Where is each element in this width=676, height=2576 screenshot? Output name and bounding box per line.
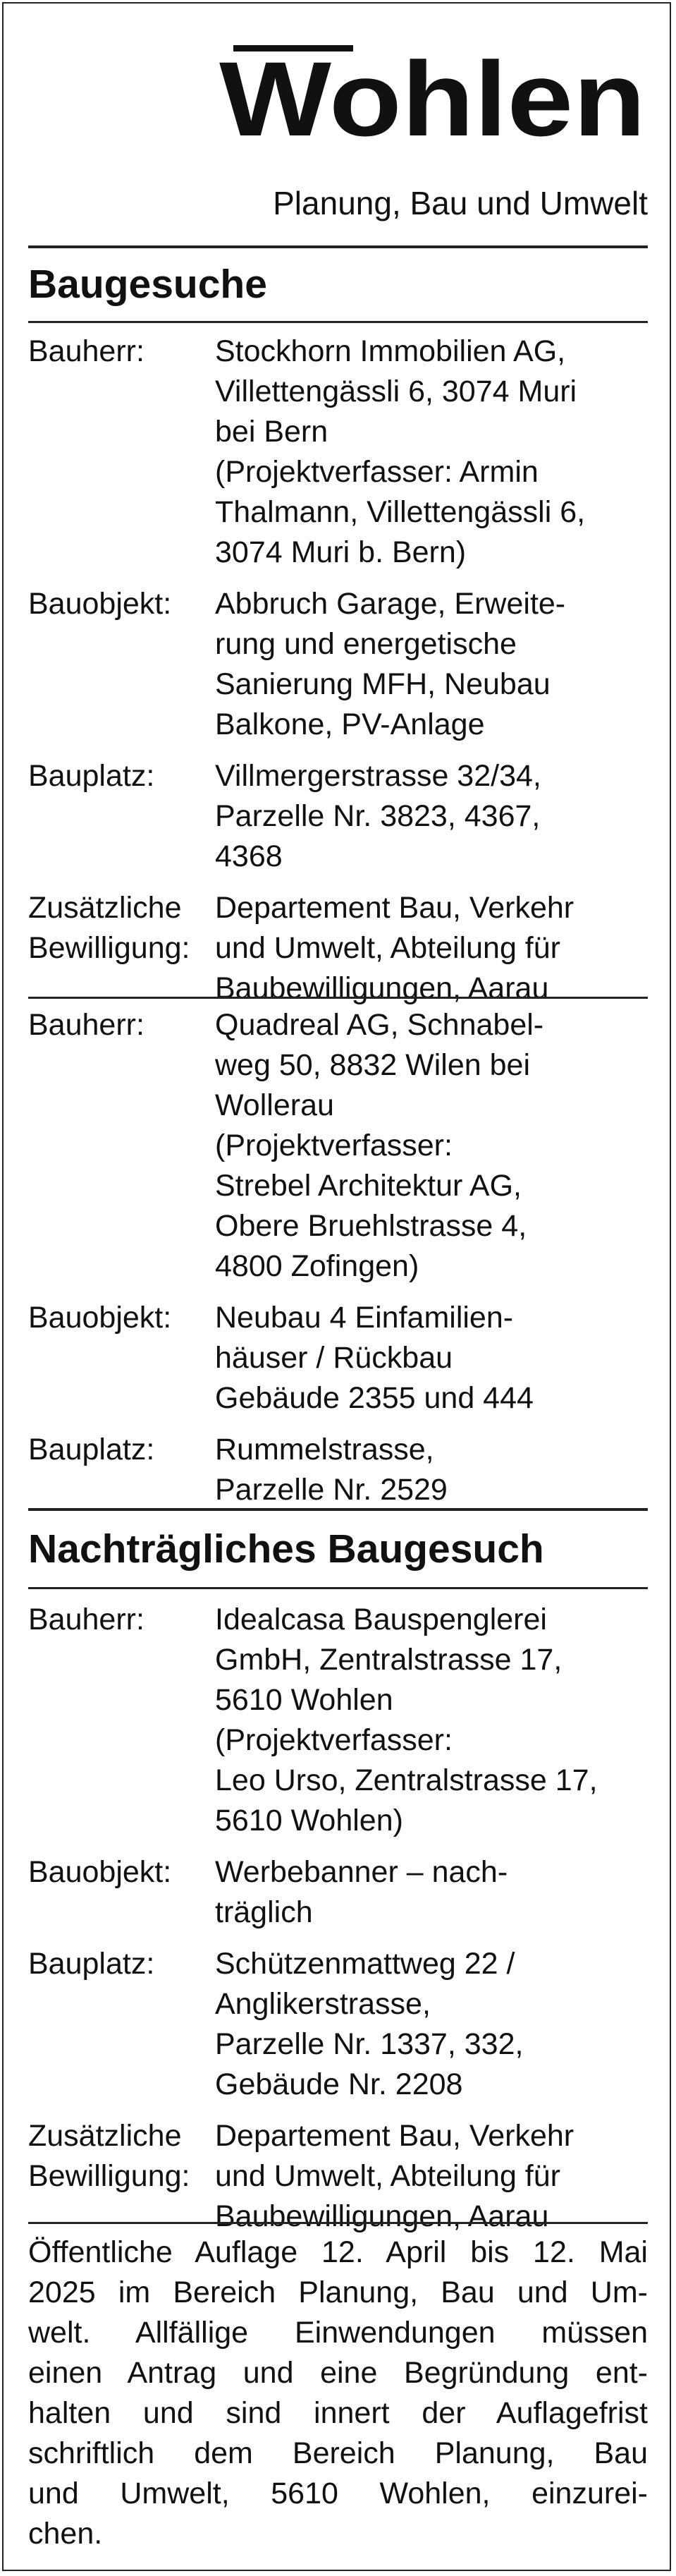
notice-divider <box>28 2222 648 2224</box>
section-divider <box>28 1587 648 1589</box>
permit-value: Departement Bau, Verkehr und Umwelt, Abteilung für Baubewilligungen, Aarau <box>215 891 574 1005</box>
applicant-label: Bauherr: <box>28 1008 145 1042</box>
application-entry <box>28 1005 648 1510</box>
project-label: Bauobjekt: <box>28 587 172 621</box>
permit-value: Departement Bau, Verkehr und Umwelt, Abteilung für Baubewilligungen, Aarau <box>215 2119 574 2233</box>
project-value: Neubau 4 Einfamilien- häuser / Rückbau Gebäude 2355 und 444 <box>215 1301 534 1415</box>
applicant-value: Quadreal AG, Schnabel- weg 50, 8832 Wilen bei Wollerau (Projektverfasser: Strebel Architektur AG, Obere Bruehlstrasse 4, 4800 Zofingen) <box>215 1008 544 1283</box>
application-entry <box>28 332 648 1009</box>
project-label: Bauobjekt: <box>28 1855 172 1889</box>
site-value: Rummelstrasse, Parzelle Nr. 2529 <box>215 1433 448 1507</box>
applicant-label: Bauherr: <box>28 334 145 368</box>
section-divider <box>28 321 648 323</box>
applicant-label: Bauherr: <box>28 1603 145 1636</box>
site-label: Bauplatz: <box>28 759 155 793</box>
site-value: Villmergerstrasse 32/34, Parzelle Nr. 3823, 4367, 4368 <box>215 759 541 873</box>
notice-line: und Umwelt, 5610 Wohlen, einzurei- <box>28 2477 648 2510</box>
public-notice <box>28 2232 648 2554</box>
notice-line: einen Antrag und eine Begründung ent- <box>28 2356 648 2390</box>
wohlen-logo <box>219 45 649 144</box>
site-label: Bauplatz: <box>28 1433 155 1466</box>
site-label: Bauplatz: <box>28 1947 155 1981</box>
section-title: Baugesuche <box>28 262 267 307</box>
department-name: Planung, Bau und Umwelt <box>273 185 648 221</box>
entry-divider <box>28 997 648 999</box>
notice-line: chen. <box>28 2517 103 2551</box>
project-value: Werbebanner – nach- träglich <box>215 1855 508 1929</box>
site-value: Schützenmattweg 22 / Anglikerstrasse, Parzelle Nr. 1337, 332, Gebäude Nr. 2208 <box>215 1947 524 2101</box>
notice-line: schriftlich dem Bereich Planung, Bau <box>28 2436 648 2470</box>
section-title: Nachträgliches Baugesuch <box>28 1526 544 1572</box>
applicant-value: Stockhorn Immobilien AG, Villettengässli 6, 3074 Muri bei Bern (Projektverfasser: Armin Thalmann, Villettengässli 6, 3074 Muri b. Bern) <box>215 334 586 569</box>
logo-text: Wohlen <box>219 45 646 144</box>
section-divider <box>28 1508 648 1511</box>
notice-line: 2025 im Bereich Planung, Bau und Um- <box>28 2276 648 2309</box>
header-divider <box>28 245 648 248</box>
permit-label: Zusätzliche Bewilligung: <box>28 891 190 965</box>
permit-label: Zusätzliche Bewilligung: <box>28 2119 190 2193</box>
notice-line: halten und sind innert der Auflagefrist <box>28 2396 648 2430</box>
notice-line: welt. Allfällige Einwendungen müssen <box>28 2316 648 2350</box>
project-value: Abbruch Garage, Erweite- rung und energetische Sanierung MFH, Neubau Balkone, PV-Anlage <box>215 587 566 741</box>
notice-line: Öffentliche Auflage 12. April bis 12. Mai <box>28 2235 648 2269</box>
project-label: Bauobjekt: <box>28 1301 172 1335</box>
application-entry <box>28 1600 648 2237</box>
applicant-value: Idealcasa Bauspenglerei GmbH, Zentralstrasse 17, 5610 Wohlen (Projektverfasser: Leo Urso, Zentralstrasse 17, 5610 Wohlen) <box>215 1603 598 1837</box>
